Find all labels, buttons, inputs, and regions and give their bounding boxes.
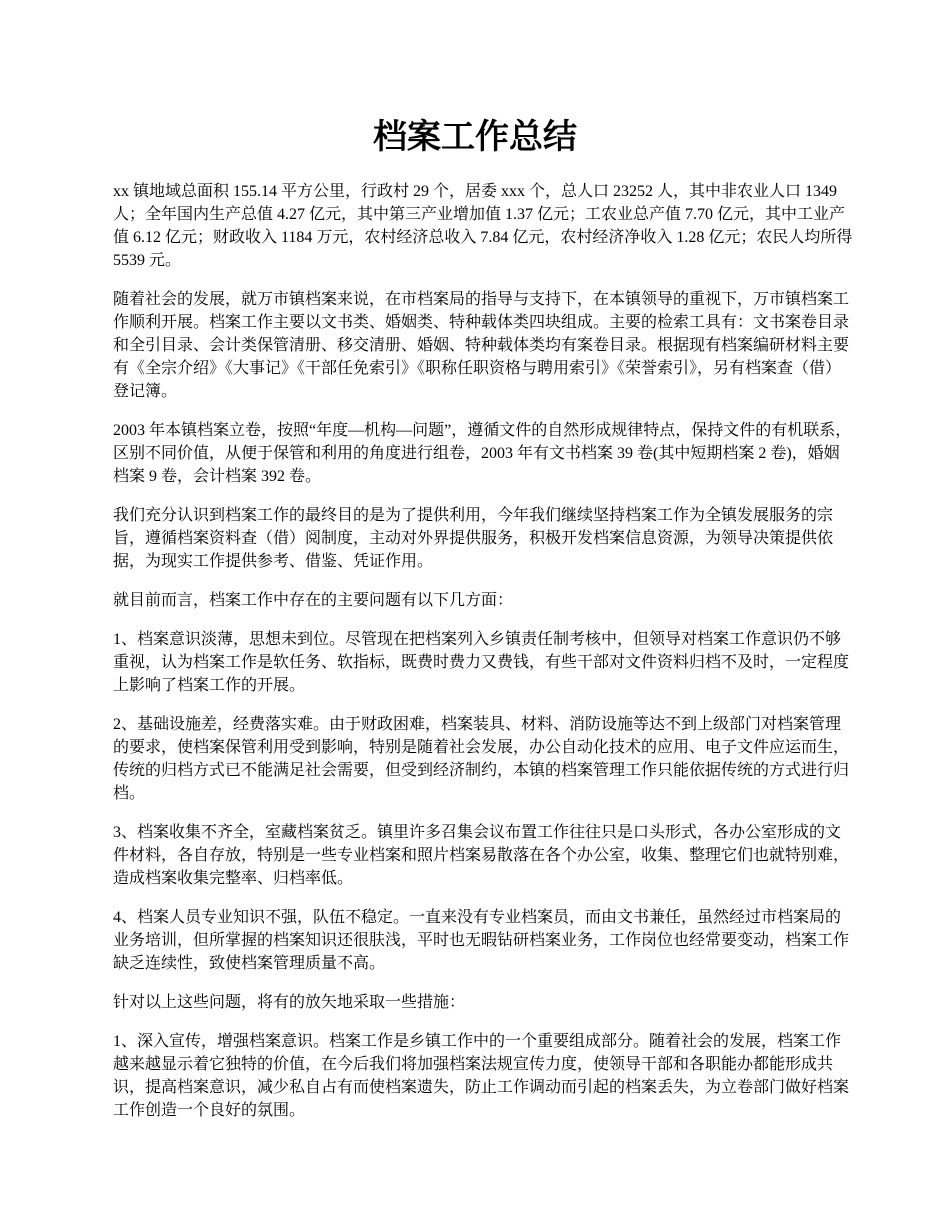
paragraph-problem-4: 4、档案人员专业知识不强，队伍不稳定。一直来没有专业档案员，而由文书兼任，虽然经过市档案局的业务培训，但所掌握的档案知识还很肤浅，平时也无暇钻研档案业务，工作岗位也经常要变动，档案工作缺乏连续性，致使档案管理质量不高。 bbox=[113, 909, 850, 972]
paragraph-overview: xx 镇地域总面积 155.14 平方公里，行政村 29 个，居委 xxx 个，总人口 23252 人，其中非农业人口 1349 人；全年国内生产总值 4.27 亿元，其中第三产业增加值 1.37 亿元；工农业总产值 7.70 亿元，其中工业产值 6.12 亿元；财政收入 1184 万元，农村经济总收入 7.84 亿元，农村经济净收入 1.28 亿元；农民人均所得 5539 元。 bbox=[113, 183, 853, 269]
document-body bbox=[113, 180, 853, 1122]
paragraph-service: 我们充分认识到档案工作的最终目的是为了提供利用，今年我们继续坚持档案工作为全镇发展服务的宗旨，遵循档案资料查（借）阅制度，主动对外界提供服务，积极开发档案信息资源，为领导决策提供依据，为现实工作提供参考、借鉴、凭证作用。 bbox=[113, 507, 834, 570]
paragraph-problem-1: 1、档案意识淡薄，思想未到位。尽管现在把档案列入乡镇责任制考核中，但领导对档案工作意识仍不够重视，认为档案工作是软任务、软指标，既费时费力又费钱，有些干部对文件资料归档不及时，一定程度上影响了档案工作的开展。 bbox=[113, 631, 850, 694]
paragraph-measure-1: 1、深入宣传，增强档案意识。档案工作是乡镇工作中的一个重要组成部分。随着社会的发展，档案工作越来越显示着它独特的价值，在今后我们将加强档案法规宣传力度，使领导干部和各职能办都能形成共识，提高档案意识，减少私自占有而使档案遗失，防止工作调动而引起的档案丢失，为立卷部门做好档案工作创造一个良好的氛围。 bbox=[113, 1033, 850, 1119]
paragraph-problems-intro: 就目前而言，档案工作中存在的主要问题有以下几方面： bbox=[113, 592, 514, 609]
paragraph-2003-filing: 2003 年本镇档案立卷，按照“年度—机构—问题”，遵循文件的自然形成规律特点，保持文件的有机联系，区别不同价值，从便于保管和利用的角度进行组卷，2003 年有文书档案 39 卷(其中短期档案 2 卷)，婚姻档案 9 卷，会计档案 392 卷。 bbox=[113, 422, 852, 485]
paragraph-archive-status: 随着社会的发展，就万市镇档案来说，在市档案局的指导与支持下，在本镇领导的重视下，万市镇档案工作顺利开展。档案工作主要以文书类、婚姻类、特种载体类四块组成。主要的检索工具有：文书案卷目录和全引目录、会计类保管清册、移交清册、婚姻、特种载体类均有案卷目录。根据现有档案编研材料主要有《全宗介绍》《大事记》《干部任免索引》《职称任职资格与聘用索引》《荣誉索引》，另有档案查（借）登记簿。 bbox=[113, 291, 850, 400]
paragraph-problem-3: 3、档案收集不齐全，室藏档案贫乏。镇里许多召集会议布置工作往往只是口头形式，各办公室形成的文件材料，各自存放，特别是一些专业档案和照片档案易散落在各个办公室，收集、整理它们也就特别难，造成档案收集完整率、归档率低。 bbox=[113, 824, 850, 887]
paragraph-measures-intro: 针对以上这些问题，将有的放矢地采取一些措施： bbox=[113, 994, 466, 1011]
paragraph-problem-2: 2、基础设施差，经费落实难。由于财政困难，档案装具、材料、消防设施等达不到上级部门对档案管理的要求，使档案保管利用受到影响，特别是随着社会发展，办公自动化技术的应用、电子文件应运而生，传统的归档方式已不能满足社会需要，但受到经济制约，本镇的档案管理工作只能依据传统的方式进行归档。 bbox=[113, 716, 850, 802]
document-title: 档案工作总结 bbox=[373, 117, 577, 157]
